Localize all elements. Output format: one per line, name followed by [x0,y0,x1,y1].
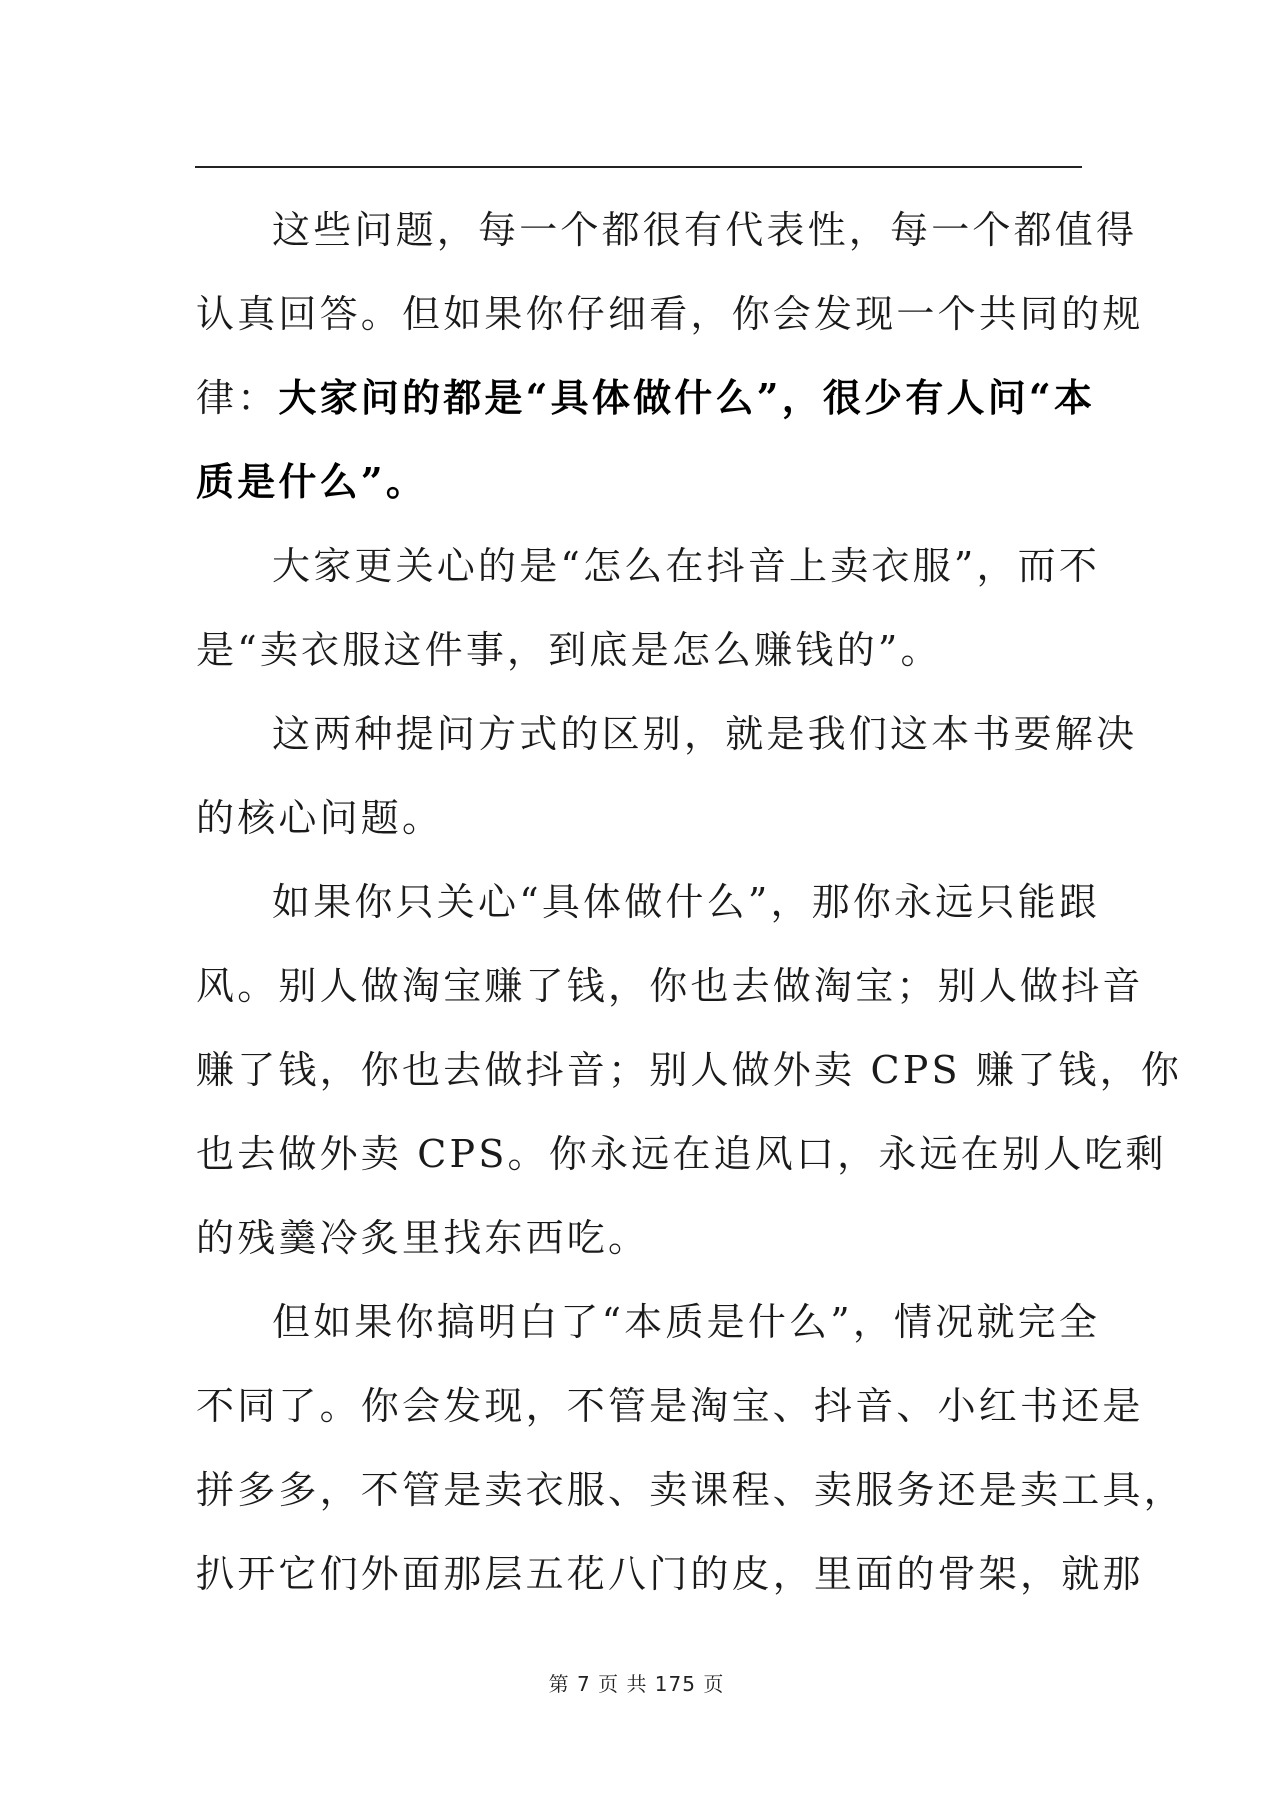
bold-text-run: 大家问的都是“具体做什么”，很少有人问“本 [278,375,1096,420]
text-line [196,1196,1082,1280]
text-run: 这些问题，每一个都很有代表性，每一个都值得 [272,208,1138,252]
text-run: 但如果你搞明白了“本质是什么”，情况就完全 [272,1300,1101,1344]
text-line [196,272,1144,356]
text-line [196,356,1096,440]
text-run: 的残羹冷炙里找东西吃。 [196,1216,650,1260]
text-run: 大家更关心的是“怎么在抖音上卖衣服”，而不 [272,544,1101,588]
text-run: 是“卖衣服这件事，到底是怎么赚钱的”。 [196,628,942,672]
text-line [196,860,1101,944]
text-line [196,440,1082,524]
text-line [196,944,1144,1028]
text-line [196,1028,1183,1112]
bold-text-run: 质是什么”。 [196,459,428,504]
text-line [196,1364,1144,1448]
text-line [196,692,1138,776]
text-run: 如果你只关心“具体做什么”，那你永远只能跟 [272,880,1101,924]
text-run: 的核心问题。 [196,796,444,840]
text-run: 律： [196,376,279,420]
body-text [196,188,1185,1616]
paragraph [196,692,1138,860]
text-run: 也去做外卖 CPS。你永远在追风口，永远在别人吃剩 [196,1132,1167,1176]
text-run: 不同了。你会发现，不管是淘宝、抖音、小红书还是 [196,1384,1144,1428]
text-line [196,608,1082,692]
text-line [196,776,1082,860]
text-run: 这两种提问方式的区别，就是我们这本书要解决 [272,712,1138,756]
paragraph [196,188,1144,524]
paragraph [196,524,1101,692]
text-run: 拼多多，不管是卖衣服、卖课程、卖服务还是卖工具， [196,1468,1185,1512]
page-number-footer: 第 7 页 共 175 页 [548,1672,725,1696]
text-line [196,1448,1185,1532]
text-line [196,1112,1167,1196]
text-line [196,524,1101,608]
text-run: 风。别人做淘宝赚了钱，你也去做淘宝；别人做抖音 [196,964,1144,1008]
paragraph [196,860,1183,1280]
text-line [196,188,1138,272]
text-line [196,1532,1144,1616]
header-rule [195,166,1082,168]
paragraph [196,1280,1185,1616]
text-line [196,1280,1101,1364]
text-run: 认真回答。但如果你仔细看，你会发现一个共同的规 [196,292,1144,336]
text-run: 赚了钱，你也去做抖音；别人做外卖 CPS 赚了钱，你 [196,1048,1183,1092]
text-run: 扒开它们外面那层五花八门的皮，里面的骨架，就那 [196,1552,1144,1596]
